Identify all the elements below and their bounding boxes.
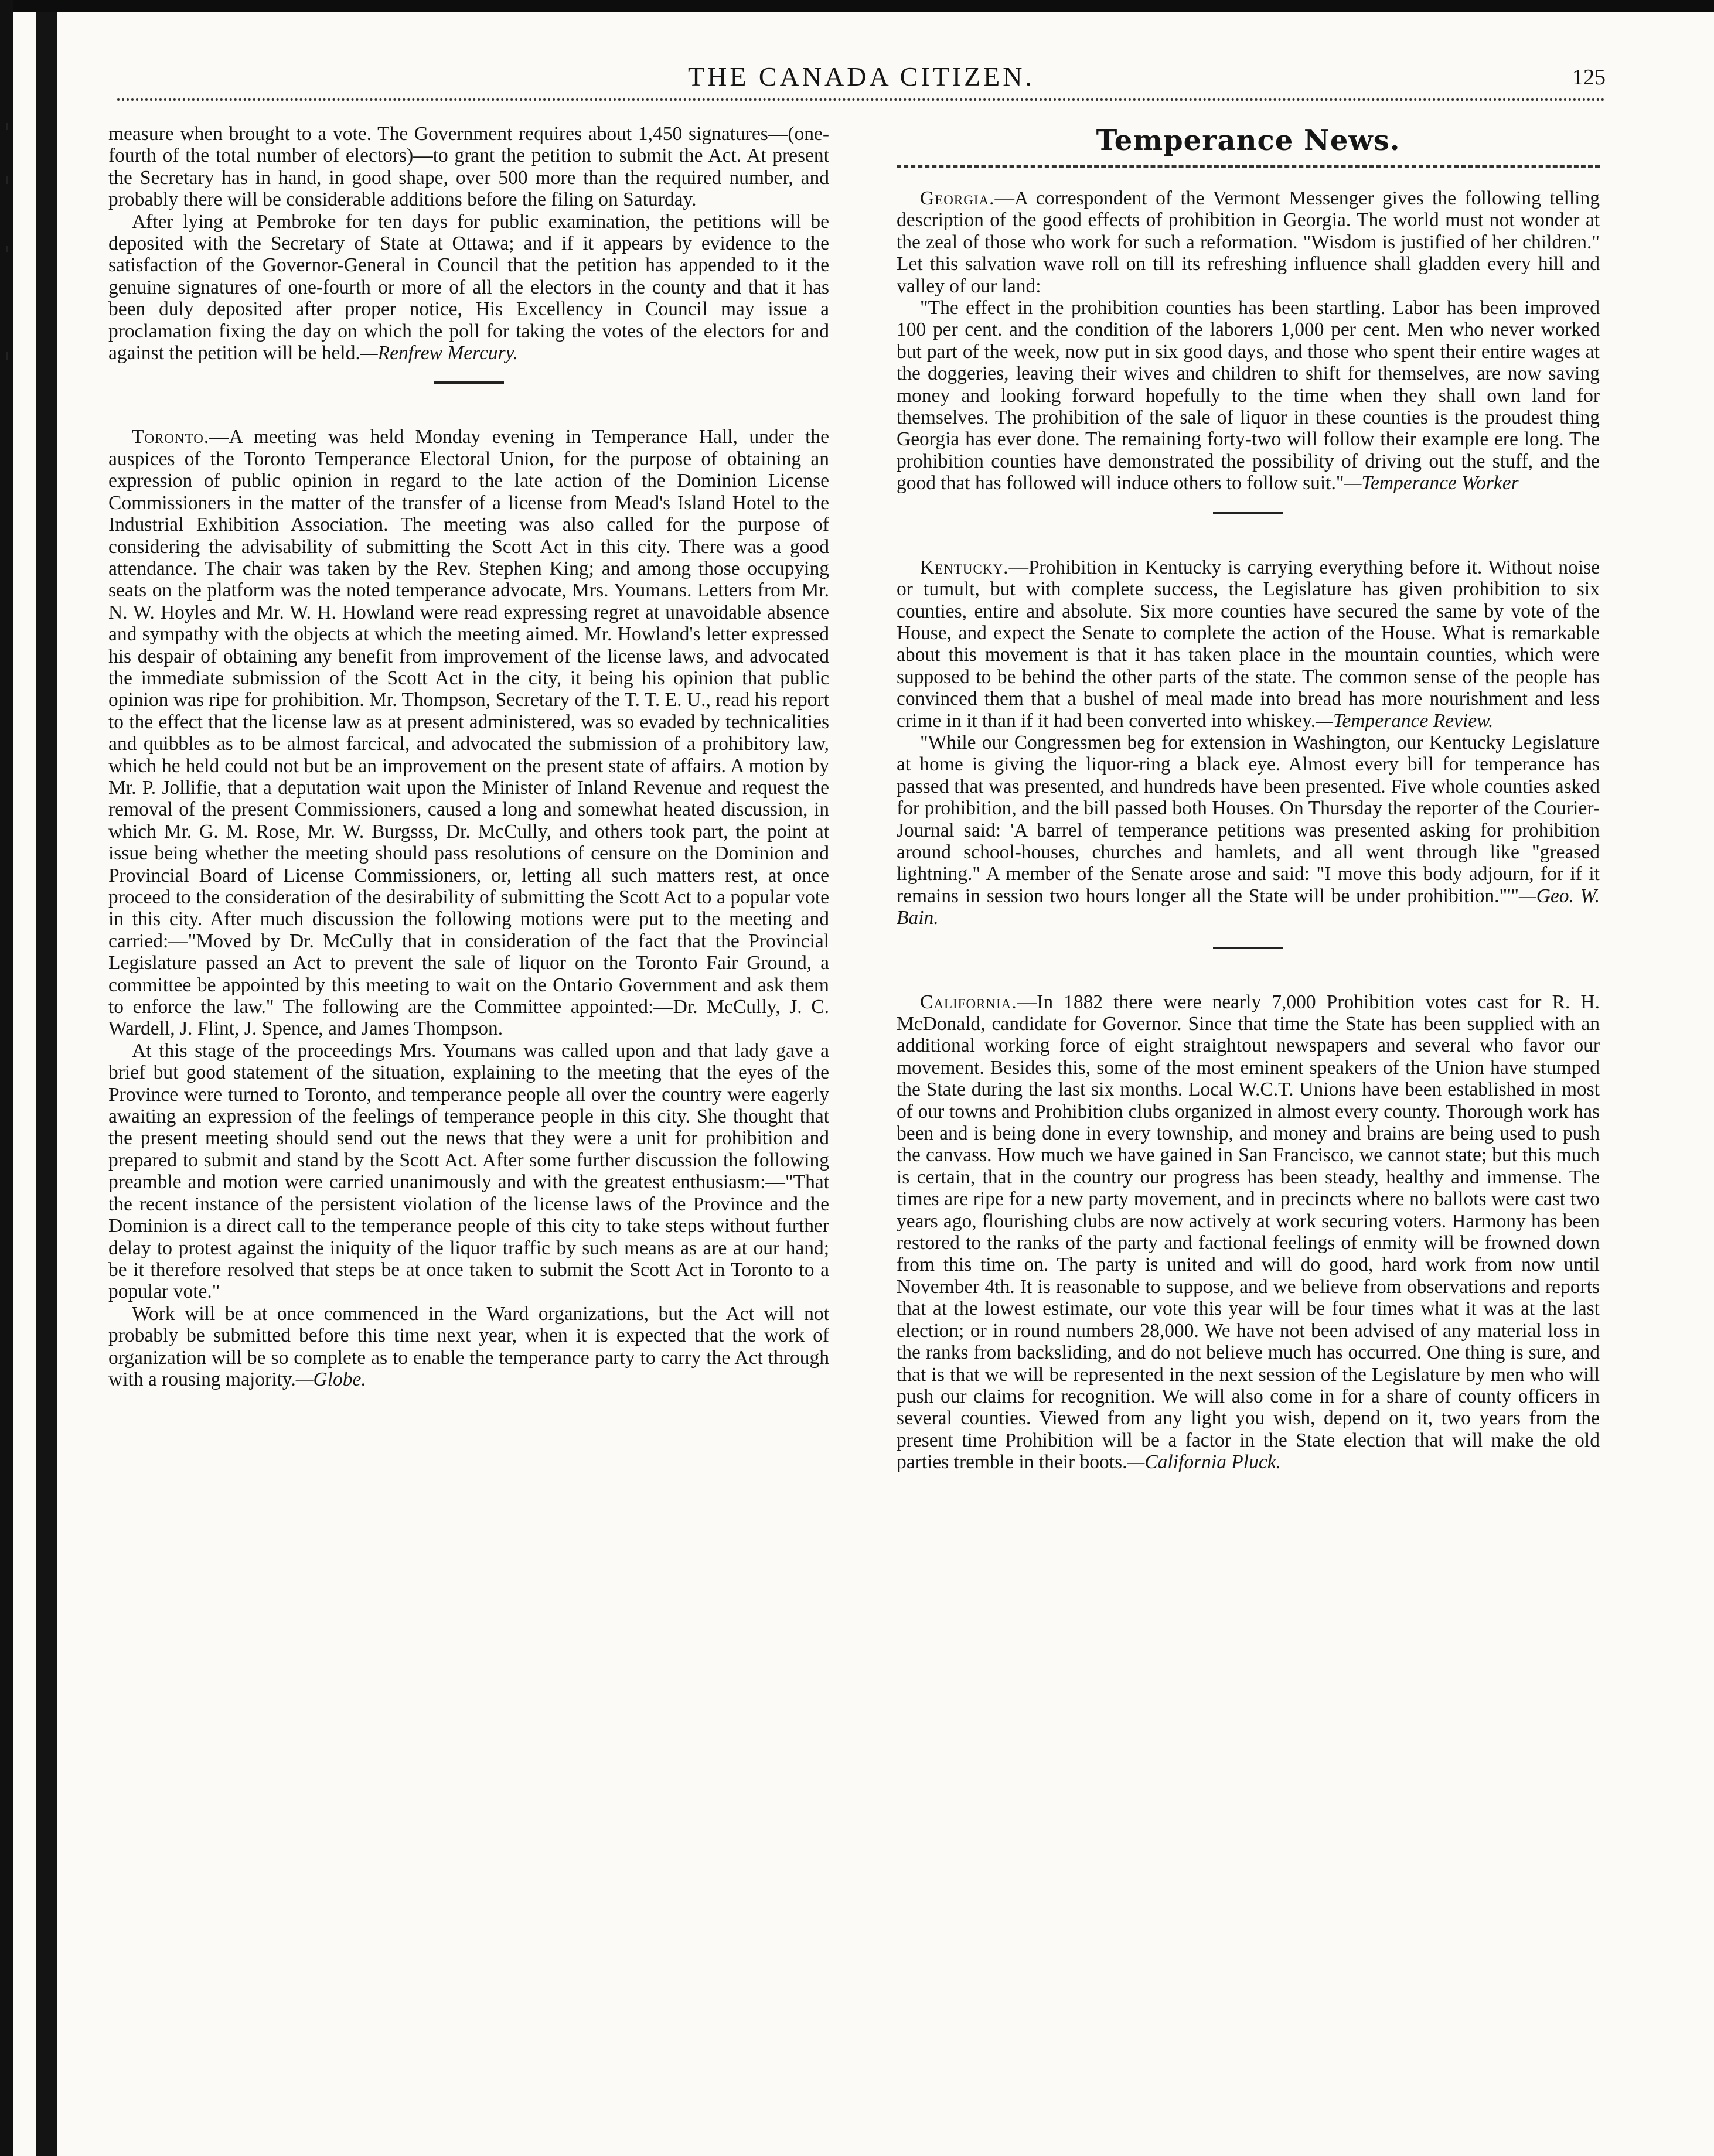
left-gutter-shadow [36,12,57,2156]
paragraph-text: After lying at Pembroke for ten days for public examination, the petitions will be deposited with the Secretary of State at Ottawa; and if it appears by evidence to the satisfaction of the Governor-General in Council that the petition has appended to it the genuine signatures of one-fourth or more of all the electors in the county and that it has been duly deposited after proper notice, His Excellency in Council may issue a proclamation fixing the day on which the poll for taking the votes of the electors for and against the petition will be held. [108,210,829,364]
top-border [0,0,1714,12]
section-heading: Temperance News. [1096,124,1400,157]
right-column [897,123,1600,1473]
newspaper-title: THE CANADA CITIZEN. [688,62,1035,91]
gutter-mark [6,246,8,252]
article-paragraph [108,211,829,364]
page-number: 125 [1572,65,1606,90]
paragraph-text: —In 1882 there were nearly 7,000 Prohibition votes cast for R. H. McDonald, candidate for Governor. Since that time the State has been supplied with an additional working force of eight straightout newspapers and several who favor our movement. Besides this, some of the most eminent speakers of the Union have stumped the State during the last six months. Local W.C.T. Unions have been established in most of our towns and Prohibition clubs organized in almost every county. Thorough work has been and is being done in every township, and money and brains are being used to push the canvass. How much we have gained in San Francisco, we cannot state; but this much is certain, that in the country our progress has been steady, healthy and immense. The times are ripe for a new party movement, and in precincts where no ballots were cast two years ago, flourishing clubs are now actively at work securing voters. Harmony has been restored to the ranks of the party and factional feelings of enmity will be frowned down from this time on. The party is united and will do good, hard work from now until November 4th. It is reasonable to suppose, and we believe from observations and reports that at the lowest estimate, our vote this year will be four times what it was at the last election; or in round numbers 28,000. We have not been advised of any material loss in the ranks from backsliding, and do not believe much has occurred. One thing is sure, and that is that we will be represented in the next session of the Legislature by men who will push our claims for recognition. We will also come in for a share of county officers in several counties. Viewed from any light you wish, depend on it, two years from the present time Prohibition will be a factor in the State election that will make the old parties tremble in their boots. [897,991,1600,1473]
article-paragraph [897,297,1600,494]
spacer [108,400,829,426]
source-credit: —Temperance Review. [1316,709,1494,732]
source-credit: —Renfrew Mercury. [360,342,519,364]
article-divider [434,381,504,384]
article-paragraph [897,991,1600,1473]
gutter-mark [6,123,8,130]
article-paragraph: measure when brought to a vote. The Government requires about 1,450 signatures—(one-fourth of the total number of electors)—to grant the petition to submit the Act. At present the Secretary has in hand, in good shape, over 500 more than the required number, and probably there will be considerable additions before the filing on Saturday. [108,123,829,211]
running-header [117,59,1606,100]
paragraph-text: —Prohibition in Kentucky is carrying everything before it. Without noise or tumult, but with complete success, the Legislature has given prohibition to six counties, entire and absolute. Six more counties have secured the same by vote of the House, and expect the Senate to complete the action of the House. What is remarkable about this movement is that it has taken place in the mountain counties, which were supposed to be behind the other parts of the state. The common sense of the people has convinced them that a bushel of meal made into bread has more nourishment and less crime in it than if it had been converted into whiskey. [897,556,1600,732]
paragraph-text: "The effect in the prohibition counties has been startling. Labor has been improved 100 per cent. and the condition of the laborers 1,000 per cent. Men who never worked but part of the week, now put in six good days, and those who spent their entire wages at the doggeries, leaving their wives and children to shift for themselves, are now saving money and looking forward hopefully to the time when they shall own land for themselves. The prohibition of the sale of liquor in these counties is the proudest thing Georgia has ever done. The remaining forty-two will follow their example ere long. The prohibition counties have demonstrated the possibility of driving out the stuff, and the good that has followed will induce others to follow suit." [897,297,1600,494]
dateline: Toronto. [132,426,210,448]
article-paragraph [108,1303,829,1391]
gutter-mark [6,176,8,184]
article-paragraph [897,557,1600,732]
left-column [108,123,829,1390]
spacer [897,531,1600,557]
dateline: Georgia. [920,187,995,209]
paragraph-text: —A meeting was held Monday evening in Temperance Hall, under the auspices of the Toronto Temperance Electoral Union, for the purpose of obtaining an expression of public opinion in regard to the late action of the Dominion License Commissioners in the matter of the transfer of a license from Mead's Island Hotel to the Industrial Exhibition Association. The meeting was also called for the purpose of considering the advisability of submitting the Scott Act in this city. There was a good attendance. The chair was taken by the Rev. Stephen King; and among those occupying seats on the platform was the noted temperance advocate, Mrs. Youmans. Letters from Mr. N. W. Hoyles and Mr. W. H. Howland were read expressing regret at unavoidable absence and sympathy with the objects at which the meeting aimed. Mr. Howland's letter expressed his despair of obtaining any benefit from improvement of the license laws, and advocated the immediate submission of the Scott Act in the city, it being his opinion that public opinion was ripe for prohibition. Mr. Thompson, Secretary of the T. T. E. U., read his report to the effect that the license law as at present administered, was so evaded by technicalities and quibbles as to be almost farcical, and advocated the submission of a prohibitory law, which he held could not but be an improvement on the present state of affairs. A motion by Mr. P. Jollifie, that a deputation wait upon the Minister of Inland Revenue and request the removal of the present Commissioners, caused a long and somewhat heated discussion, in which Mr. G. M. Rose, Mr. W. Burgsss, Dr. McCully, and others took part, the point at issue being whether the meeting should pass resolutions of censure on the Dominion and Provincial Board of License Commissioners, or, letting all such matters rest, at once proceed to the consideration of the desirability of submitting the Scott Act to a popular vote in this city. After much discussion the following motions were put to the meeting and carried:—"Moved by Dr. McCully that in consideration of the fact that the Provincial Legislature passed an Act to prevent the sale of liquor on the Toronto Fair Ground, a committee be appointed by this meeting to wait on the Ontario Government and ask them to enforce the law." The following are the Committee appointed:—Dr. McCully, J. C. Wardell, J. Flint, J. Spence, and James Thompson. [108,426,829,1040]
paragraph-text: —A correspondent of the Vermont Messenger gives the following telling description of the good effects of prohibition in Georgia. The world must not wonder at the zeal of those who work for such a reformation. "Wisdom is justified of her children." Let this salvation wave roll on till its refreshing influence shall gladden every hill and valley of our land: [897,187,1600,297]
header-rule [117,98,1606,101]
spacer [897,966,1600,991]
article-paragraph [897,732,1600,929]
source-credit: —Globe. [295,1368,366,1390]
source-credit: —Temperance Worker [1344,472,1519,494]
article-paragraph: At this stage of the proceedings Mrs. Youmans was called upon and that lady gave a brief but good statement of the situation, explaining to the meeting that the eyes of the Province were turned to Toronto, and temperance people all over the country were eagerly awaiting an expression of the feelings of temperance people in this city. She thought that the present meeting should send out the news that they were a unit for prohibition and prepared to submit and stand by the Scott Act. After some further discussion the following preamble and motion were carried unanimously and with the greatest enthusiasm:—"That the recent instance of the persistent violation of the license laws of the Province and the Dominion is a direct call to the temperance people of this city to take steps without further delay to protest against the iniquity of the liquor traffic by such means as are at our hand; be it therefore resolved that steps be at once taken to submit the Scott Act in Toronto to a popular vote." [108,1039,829,1303]
article-paragraph [897,187,1600,297]
dateline: California. [920,991,1017,1013]
article-paragraph [108,426,829,1039]
source-credit: —Geo. W. Bain. [897,885,1600,929]
source-credit: —California Pluck. [1127,1451,1281,1473]
dateline: Kentucky. [920,556,1009,578]
article-divider [1213,512,1283,514]
article-divider [1213,947,1283,949]
gutter-mark [6,352,8,360]
left-binding-edge [0,0,13,2156]
section-rule [897,165,1600,168]
paragraph-text: Work will be at once commenced in the Ward organizations, but the Act will not probably be submitted before this time next year, when it is expected that the work of organization will be so complete as to enable the temperance party to carry the Act through with a rousing majority. [108,1302,829,1390]
paragraph-text: "While our Congressmen beg for extension in Washington, our Kentucky Legislature at home is giving the liquor-ring a black eye. Almost every bill for temperance has passed that was presented, and hundreds have been presented. Five whole counties asked for prohibition, and the bill passed both Houses. On Thursday the reporter of the Courier-Journal said: 'A barrel of temperance petitions was presented asking for prohibition around school-houses, churches and hamlets, and all went through like "greased lightning." A member of the Senate arose and said: "I move this body adjourn, for if it remains in session two hours longer all the State will be under prohibition."'" [897,731,1600,907]
